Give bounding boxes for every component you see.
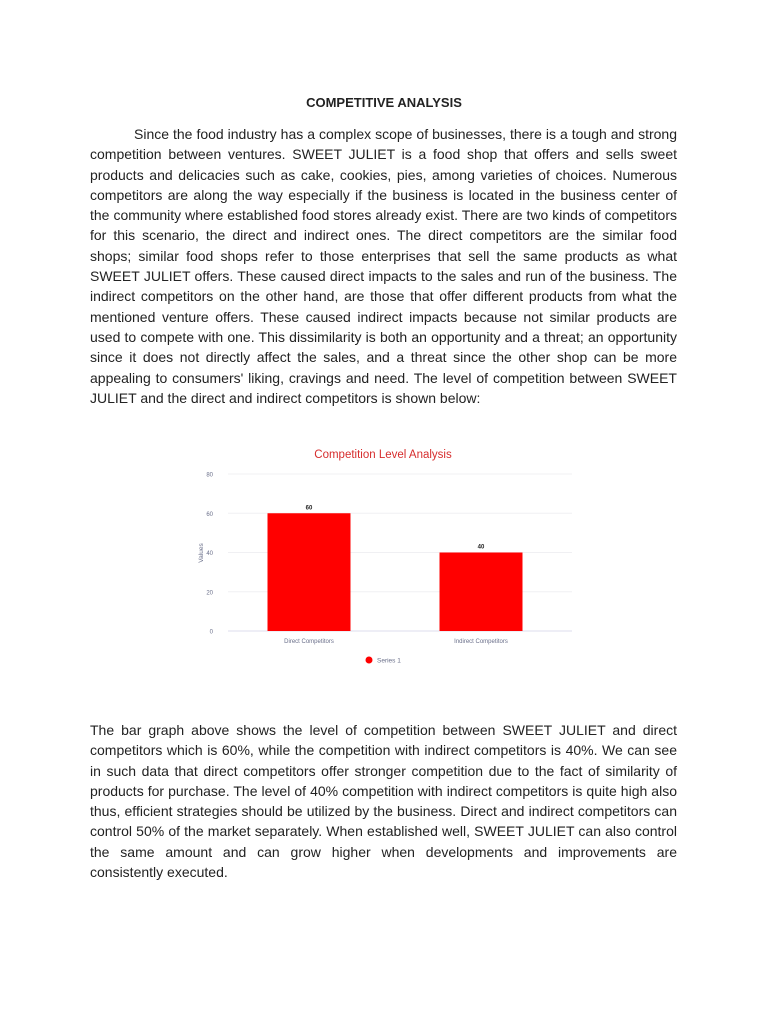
x-tick-label: Indirect Competitors (454, 639, 508, 645)
document-title: COMPETITIVE ANALYSIS (306, 95, 462, 110)
bar-indirect-competitors (440, 553, 523, 632)
intro-paragraph: Since the food industry has a complex scope of businesses, there is a tough and strong competition between ventures. SWEET JULIET is a food shop that offers and sells sweet products and delicacies such as cake, cookies, pies, among varieties of choices. Numerous competitors are along the way especially if the business is located in the business center of the community where established food stores already exist. There are two kinds of competitors for this scenario, the direct and indirect ones. The direct competitors are the similar food shops; similar food shops refer to those enterprises that sell the same products as what SWEET JULIET offers. These caused direct impacts to the sales and run of the business. The indirect competitors on the other hand, are those that offer different products from what the mentioned venture offers. These caused indirect impacts because not similar products are used to compete with one. This dissimilarity is both an opportunity and a threat; an opportunity since it does not directly affect the sales, and a threat since the other shop can be more appealing to consumers' liking, cravings and need. The level of competition between SWEET JULIET and the direct and indirect competitors is shown below: (90, 126, 677, 406)
y-tick-label: 40 (206, 551, 213, 557)
y-tick-label: 20 (206, 590, 213, 597)
data-label: 40 (477, 544, 485, 551)
chart-svg (193, 443, 578, 673)
analysis-paragraph: The bar graph above shows the level of competition between SWEET JULIET and direct competitors which is 60%, while the competition with indirect competitors is 40%. We can see in such data that direct competitors offer stronger competition due to the fact of similarity of products for purchase. The level of 40% competition with indirect competitors is quite high also thus, efficient strategies should be utilized by the business. Direct and indirect competitors can control 50% of the market separately. When established well, SWEET JULIET can also control the same amount and can grow higher when developments and improvements are consistently executed. (90, 722, 677, 881)
y-tick-label: 0 (209, 629, 213, 636)
y-tick-label: 60 (206, 511, 213, 518)
bar-direct-competitors (268, 513, 351, 631)
chart-title: Competition Level Analysis (314, 449, 452, 461)
legend-label: Series 1 (377, 657, 401, 665)
y-axis-label: Values (198, 543, 205, 563)
competition-bar-chart (193, 443, 578, 673)
legend-marker (366, 657, 373, 664)
x-tick-label: Direct Competitors (284, 639, 334, 645)
y-tick-label: 80 (206, 472, 213, 479)
data-label: 60 (305, 505, 313, 512)
